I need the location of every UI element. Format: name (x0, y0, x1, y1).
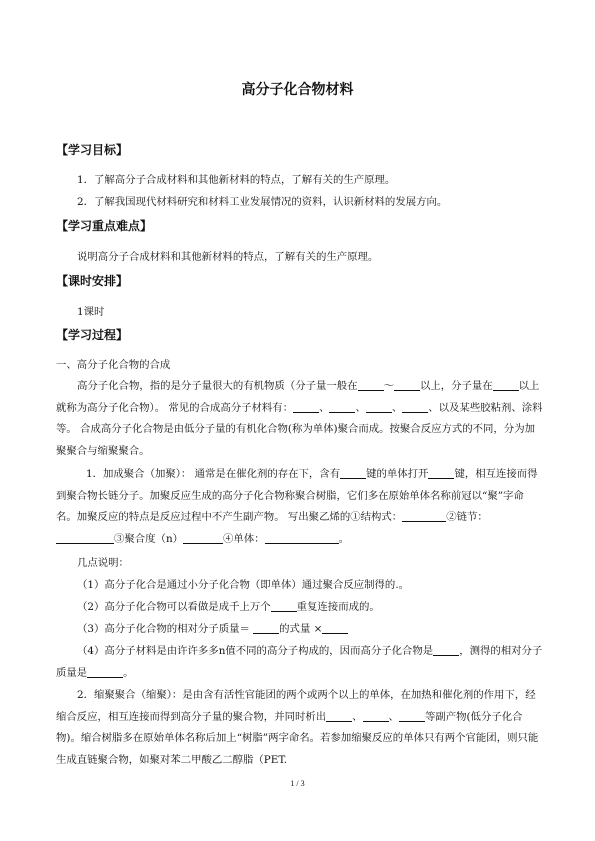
blank-field (493, 378, 519, 391)
blank-field (433, 643, 459, 656)
blank-field (363, 709, 389, 722)
addition-text-c: 键，相互连接而得到聚合物长链分子。加聚反应生成的高分子化合物称聚合树脂，它们多在原始单体名称前冠以“聚”字命名。加聚反应的特点是反应过程中不产生副产物。 写出聚乙烯的①结构式： (56, 468, 538, 523)
intro-text-h: 、以及某些胶粘剂、涂料等。 合成高分子化合物是由低分子量的有机化合物(称为单体)聚合而成。按聚合反应方式的不同，分为加聚聚合与缩聚聚合。 (56, 401, 543, 457)
note-4-text-c: 。 (123, 666, 134, 679)
intro-text-g: 、 (391, 401, 403, 414)
blank-field (326, 709, 352, 722)
intro-text-a: 高分子化合物，指的是分子量很大的有机物质（分子量一般在 (77, 380, 358, 392)
blank-field (402, 509, 446, 522)
blank-field (358, 378, 384, 391)
goal-2: 2．了解我国现代材料研究和材料工业发展情况的资料，认识新材料的发展方向。 (77, 196, 448, 208)
blank-field (399, 709, 425, 722)
heading-goals: 【学习目标】 (56, 143, 129, 157)
goal-1: 1．了解高分子合成材料和其他新材料的特点，了解有关的生产原理。 (77, 174, 396, 186)
note-4 (56, 641, 544, 684)
blank-field (366, 400, 392, 413)
key-points-text: 说明高分子合成材料和其他新材料的特点，了解有关的生产原理。 (77, 251, 379, 263)
addition-text-e: ③聚合度（n） (114, 532, 184, 545)
note-2-text-b: 重复连接而成的。 (296, 601, 380, 613)
intro-paragraph (56, 376, 544, 462)
intro-text-e: 、 (319, 401, 330, 414)
page-title: 高分子化合物材料 (241, 82, 354, 98)
blank-field (394, 378, 420, 391)
note-4-text-a: （4）高分子材料是由许许多多n值不同的高分子构成的，因而高分子化合物是 (77, 645, 434, 657)
condensation-text-d: 等副产物(低分子化合物)。缩合树脂多在原始单体名称后加上“树脂”两字命名。若参加缩聚反应的单体只有两个官能团，则只能生成直链聚合物，如聚对苯二甲酸乙二醇脂（PET. (56, 710, 539, 766)
blank-field (271, 599, 297, 612)
notes-heading: 几点说明： (77, 557, 129, 569)
addition-text-d: ②链节： (446, 511, 488, 523)
intro-text-c: 以上，分子量在 (419, 380, 493, 392)
blank-field (265, 531, 339, 544)
intro-text-f: 、 (355, 401, 366, 414)
addition-text-g: 。 (338, 532, 349, 545)
blank-field (322, 621, 348, 634)
condensation-text-a: 2．缩聚聚合（缩聚）：是由含有活性官能团的两个或两个以上的单体，在加热和催化剂的作用下，经缩合反应，相互连接而得到高分子量的聚合物，并同时析出 (56, 689, 536, 723)
blank-field (56, 531, 114, 544)
note-2 (56, 597, 544, 619)
blank-field (428, 466, 454, 479)
addition-text-f: ④单体： (223, 532, 265, 545)
schedule-text: 1课时 (77, 306, 105, 318)
blank-field (253, 621, 279, 634)
section-heading: 一、高分子化合物的合成 (56, 359, 171, 371)
condensation-text-b: 、 (352, 710, 363, 723)
blank-field (293, 400, 319, 413)
note-4-text-b: ，测得的相对分子质量是 (56, 645, 543, 679)
blank-field (87, 665, 123, 678)
blank-field (329, 400, 355, 413)
intro-text-b: ～ (383, 380, 394, 392)
addition-text-a: 1．加成聚合（加聚）： 通常是在催化剂的存在下，含有 (86, 468, 341, 480)
addition-text-b: 键的单体打开 (366, 468, 429, 480)
blank-field (402, 400, 428, 413)
condensation-text-c: 、 (388, 710, 399, 723)
heading-key-points: 【学习重点难点】 (56, 219, 153, 233)
note-3 (56, 619, 544, 641)
blank-field (183, 531, 223, 544)
intro-text-d: 以上就称为高分子化合物）。 常见的合成高分子材料有： (56, 380, 540, 414)
note-3-text-b: 的式量 × (279, 623, 323, 635)
note-1: （1）高分子化合是通过小分子化合物（即单体）通过聚合反应制得的.。 (77, 579, 410, 591)
heading-schedule: 【课时安排】 (56, 274, 129, 288)
heading-process: 【学习过程】 (56, 328, 129, 342)
note-3-text-a: （3）高分子化合物的相对分子质量＝ (77, 623, 254, 635)
blank-field (340, 466, 366, 479)
page-number: 1 / 3 (290, 779, 305, 788)
condensation-paragraph (56, 685, 544, 771)
note-2-text-a: （2）高分子化合物可以看做是成千上万个 (77, 601, 271, 613)
addition-paragraph (56, 464, 544, 550)
